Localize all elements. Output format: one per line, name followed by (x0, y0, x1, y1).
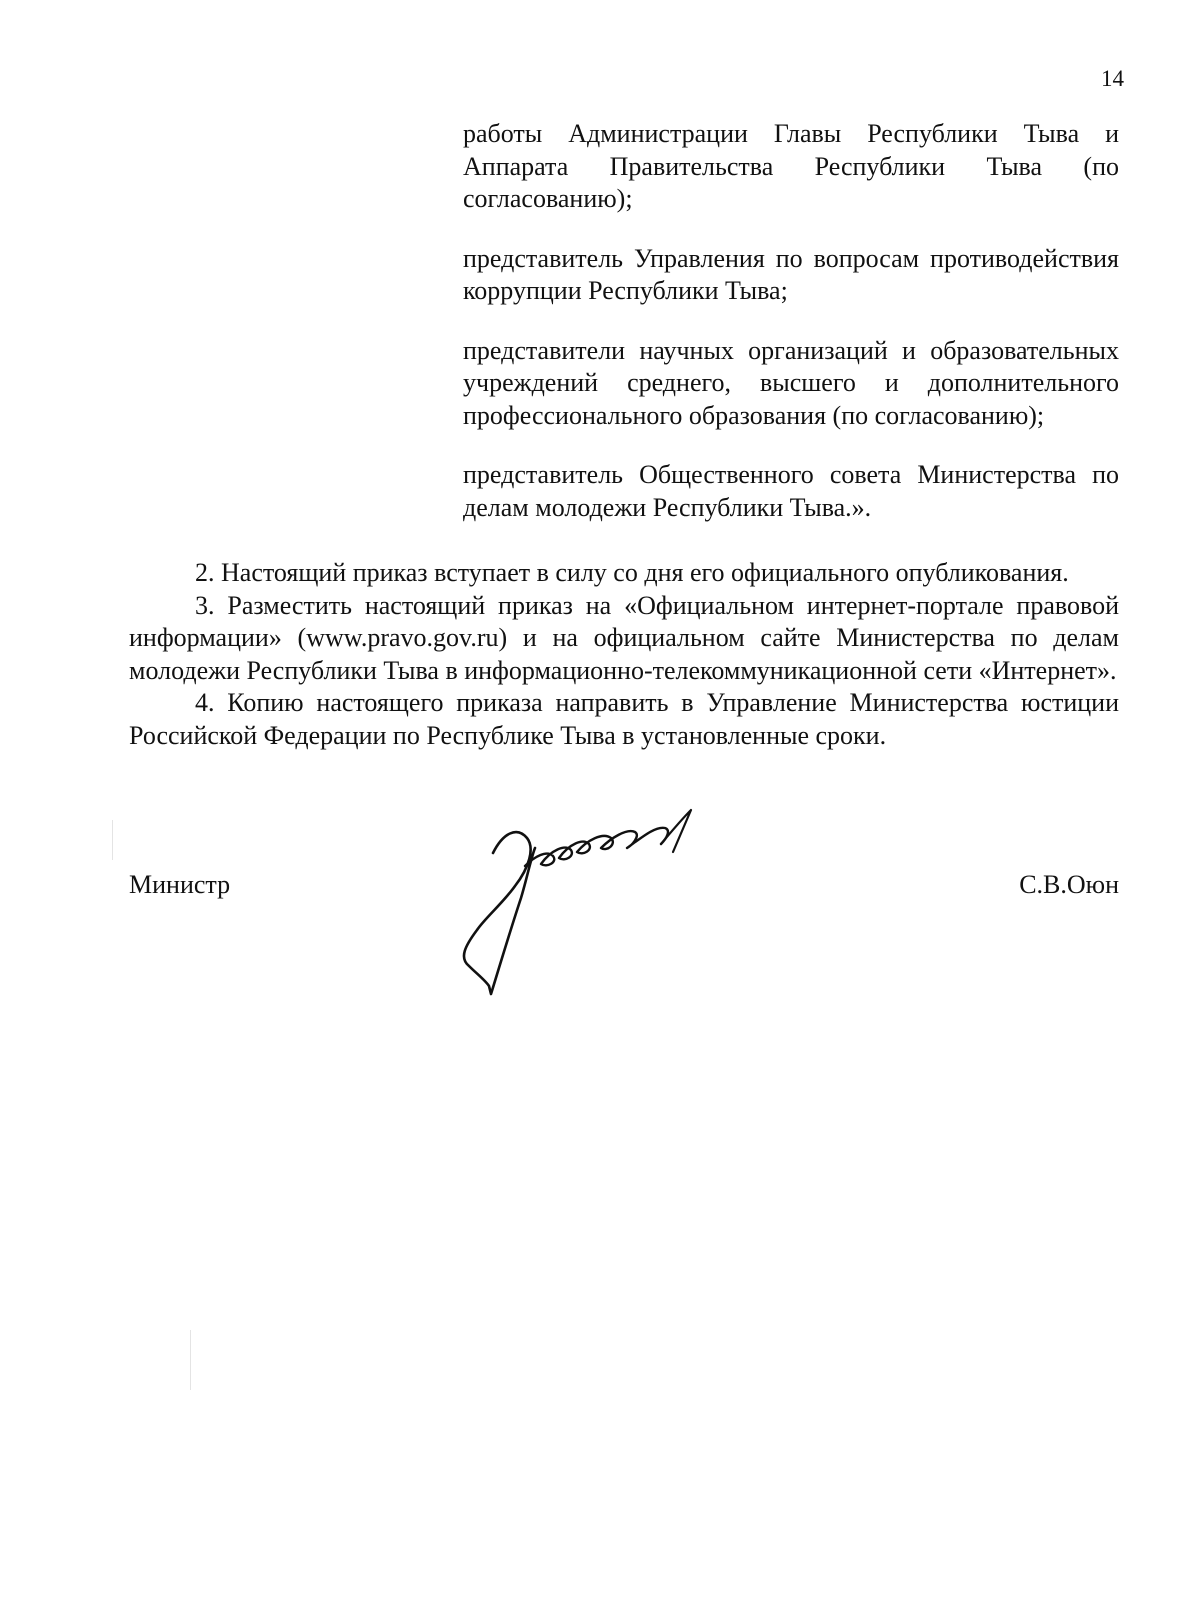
committee-members-list (463, 118, 1119, 551)
order-clauses (129, 557, 1119, 752)
page-number: 14 (1101, 66, 1124, 91)
scan-artifact (112, 820, 113, 860)
clause-3: 3. Разместить настоящий приказ на «Официальном интернет-портале правовой информации» (www.pravo.gov.ru) и на официальном сайте Министерства по делам молодежи Республики Тыва в информационно-телекоммуникационной сети «Интернет». (129, 590, 1119, 685)
member-item: представитель Общественного совета Министерства по делам молодежи Республики Тыва.». (463, 460, 1119, 522)
member-item: работы Администрации Главы Республики Тыва и Аппарата Правительства Республики Тыва (по согласованию); (463, 119, 1119, 213)
handwritten-signature (455, 808, 715, 998)
clause-2: 2. Настоящий приказ вступает в силу со дня его официального опубликования. (195, 558, 1069, 587)
member-item: представитель Управления по вопросам противодействия коррупции Республики Тыва; (463, 243, 1119, 305)
scan-artifact (190, 1330, 191, 1390)
member-item: представители научных организаций и образовательных учреждений среднего, высшего и дополнительного профессионального образования (по согласованию); (463, 335, 1119, 430)
signatory-name: С.В.Оюн (1019, 870, 1119, 899)
clause-4: 4. Копию настоящего приказа направить в Управление Министерства юстиции Российской Федерации по Республике Тыва в установленные сроки. (129, 688, 1119, 750)
signatory-title: Министр (129, 870, 231, 899)
